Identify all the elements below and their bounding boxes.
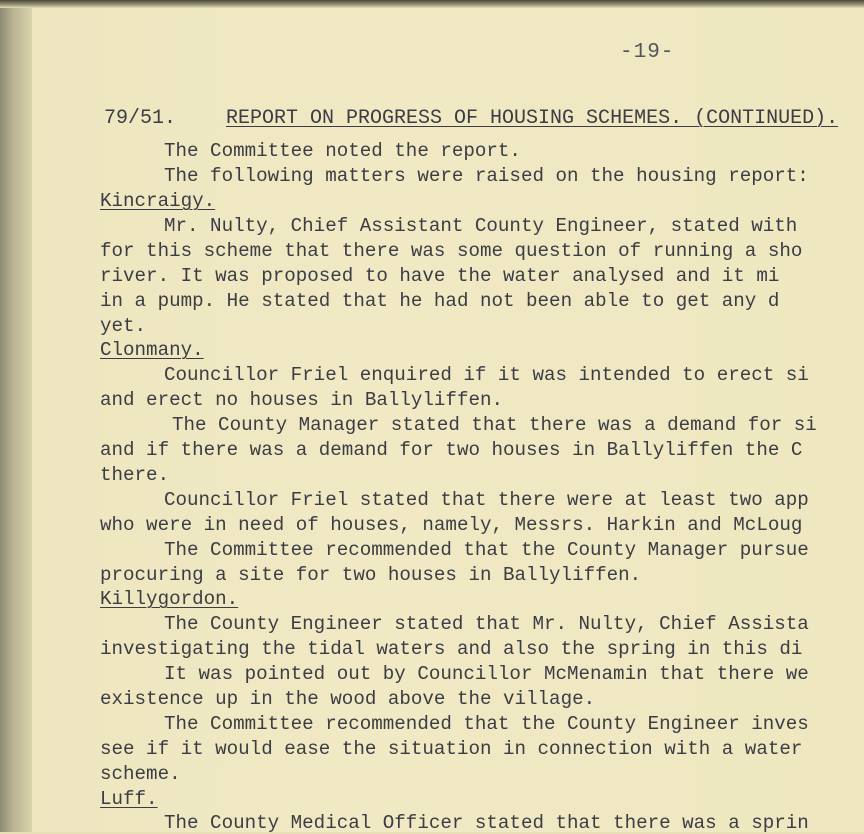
text-line: scheme.	[100, 763, 181, 785]
binding-shadow	[0, 0, 32, 832]
text-line: The Committee recommended that the County Engineer inves	[164, 713, 809, 735]
text-line: and erect no houses in Ballyliffen.	[100, 389, 504, 411]
text-line: Councillor Friel stated that there were at least two app	[164, 489, 809, 511]
text-line: The following matters were raised on the housing report:	[164, 165, 809, 187]
text-line: there.	[100, 464, 170, 486]
text-line: The County Manager stated that there was a demand for si	[172, 414, 817, 436]
text-line: who were in need of houses, namely, Messrs. Harkin and McLoug	[100, 514, 803, 536]
minute-number: 79/51.	[104, 107, 177, 130]
minute-title: REPORT ON PROGRESS OF HOUSING SCHEMES. (CONTINUED).	[226, 107, 839, 130]
text-line: for this scheme that there was some question of running a sho	[100, 240, 803, 262]
section-heading-kincraigy: Kincraigy.	[100, 190, 216, 212]
document-page	[32, 8, 864, 832]
section-heading-luff: Luff.	[100, 788, 158, 810]
page-number: -19-	[620, 41, 675, 64]
text-line: investigating the tidal waters and also the spring in this di	[100, 638, 803, 660]
page-top-edge	[0, 0, 864, 8]
text-line: in a pump. He stated that he had not been able to get any d	[100, 290, 780, 312]
text-line: yet.	[100, 315, 147, 337]
text-line: procuring a site for two houses in Ballyliffen.	[100, 564, 642, 586]
text-line: river. It was proposed to have the water analysed and it mi	[100, 265, 780, 287]
text-line: The Committee noted the report.	[164, 140, 521, 162]
text-line: and if there was a demand for two houses in Ballyliffen the C	[100, 439, 803, 461]
text-line: The Committee recommended that the County Manager pursue	[164, 539, 809, 561]
minute-heading	[104, 109, 838, 129]
text-line: Mr. Nulty, Chief Assistant County Engineer, stated with	[164, 215, 798, 237]
text-line: The County Medical Officer stated that there was a sprin	[164, 812, 809, 834]
text-line: The County Engineer stated that Mr. Nulty, Chief Assista	[164, 613, 809, 635]
text-line: It was pointed out by Councillor McMenamin that there we	[164, 663, 809, 685]
text-line: see if it would ease the situation in connection with a water	[100, 738, 803, 760]
section-heading-clonmany: Clonmany.	[100, 339, 204, 361]
section-heading-killygordon: Killygordon.	[100, 588, 239, 610]
text-line: Councillor Friel enquired if it was intended to erect si	[164, 364, 809, 386]
text-line: existence up in the wood above the village.	[100, 688, 596, 710]
